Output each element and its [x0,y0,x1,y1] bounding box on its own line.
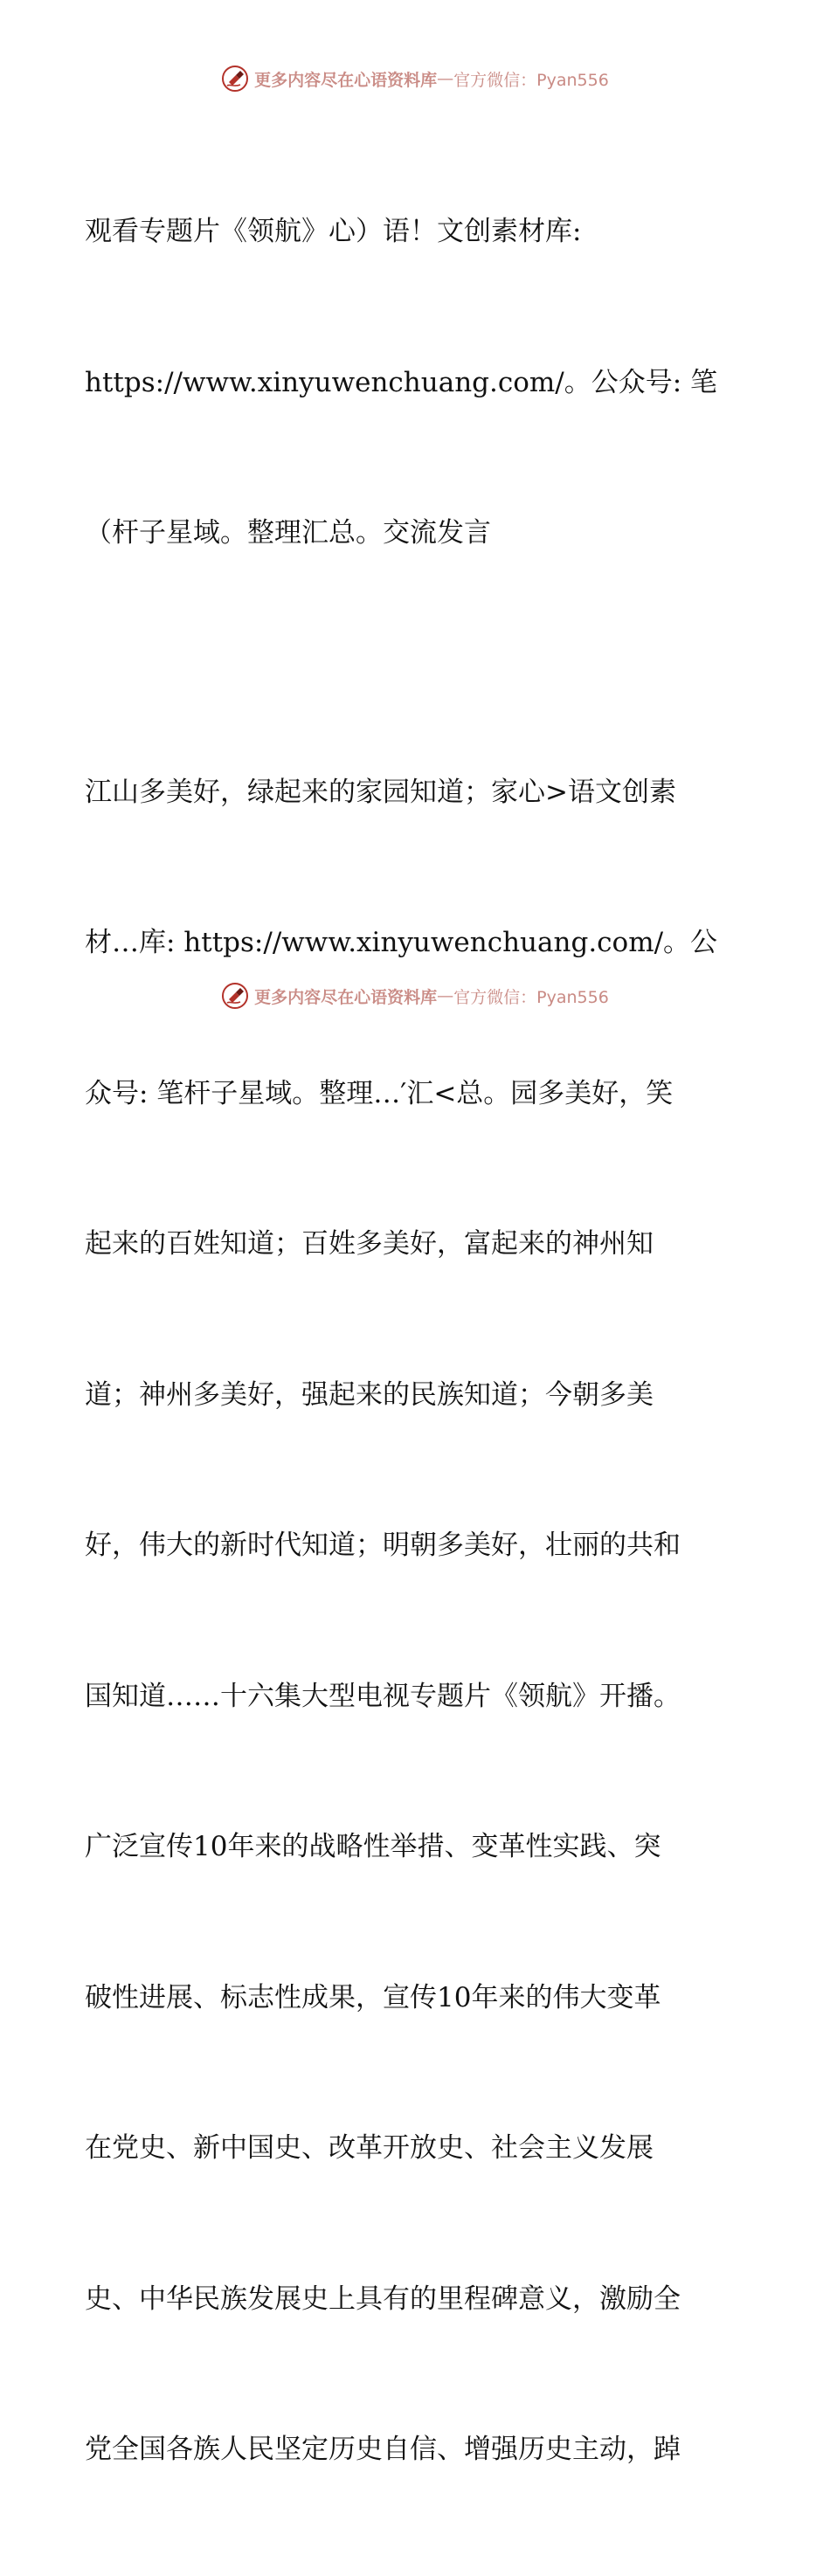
text-line: 起来的百姓知道；百姓多美好，富起来的神州知 [85,1228,654,1260]
book-pen-logo-icon [221,65,249,93]
paragraph-2 [85,667,749,2576]
text-line: 党全国各族人民坚定历史自信、增强历史主动，踔 [85,2434,681,2465]
text-line: 破性进展、标志性成果，宣传10年来的伟大变革 [85,1981,661,2013]
banner-title: 更多内容尽在心语资料库 [254,70,438,90]
text-line: 史、中华民族发展史上具有的里程碑意义，激励全 [85,2282,681,2315]
text-line: 众号: 笔杆子星域。整理…′汇<总。园多美好，笑 [85,1077,674,1109]
banner-title: 更多内容尽在心语资料库 [254,987,438,1007]
header-watermark-banner [0,61,830,96]
text-line: 材…库: https://www.xinyuwenchuang.com/。公 [85,927,718,958]
text-line: 道；神州多美好，强起来的民族知道；今朝多美 [85,1378,654,1411]
banner-wechat: 官方微信：Pyan556 [453,987,609,1007]
text-line: https://www.xinyuwenchuang.com/。公众号: 笔 [85,366,718,398]
banner-separator: — [437,69,454,88]
text-line: 在党史、新中国史、改革开放史、社会主义发展 [85,2132,654,2164]
text-line: （杆子星域。整理汇总。交流发言 [85,517,491,549]
text-line: 国知道……十六集大型电视专题片《领航》开播。 [85,1680,681,1712]
paragraph-1 [85,107,749,660]
text-line: 好，伟大的新时代知道；明朝多美好，壮丽的共和 [85,1530,681,1561]
text-line: 江山多美好，绿起来的家园知道；家心>语文创素 [85,776,676,808]
footer-watermark-banner [0,978,830,1013]
book-pen-logo-icon [221,982,249,1010]
banner-wechat: 官方微信：Pyan556 [453,70,609,90]
text-line: 广泛宣传10年来的战略性举措、变革性实践、突 [85,1831,661,1862]
banner-separator: — [437,986,454,1005]
text-line: 观看专题片《领航》心）语！文创素材库: [85,216,582,247]
document-body [85,107,749,2576]
